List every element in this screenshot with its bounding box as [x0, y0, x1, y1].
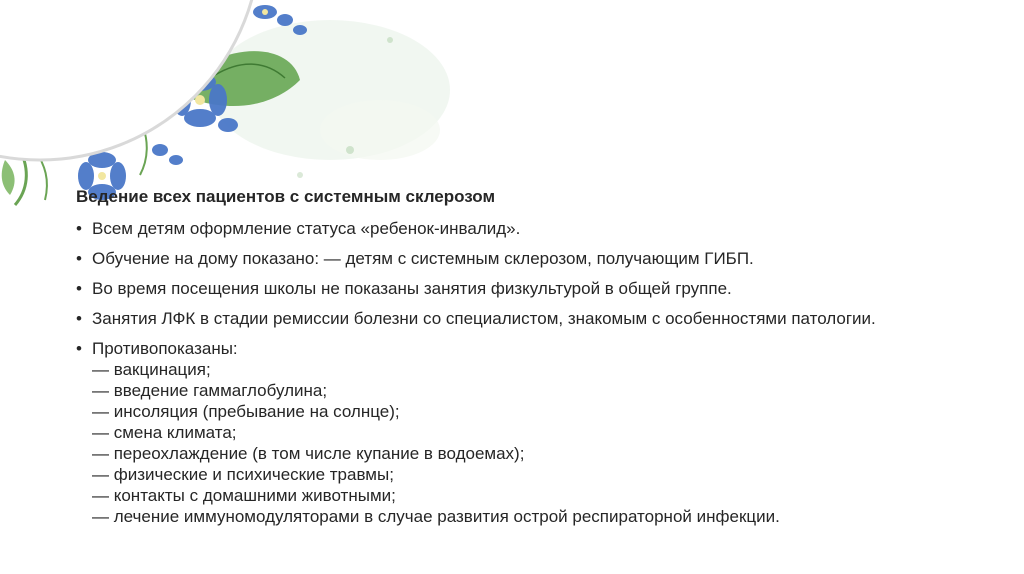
bullet-text: Занятия ЛФК в стадии ремиссии болезни со специалистом, знакомым с особенностями патологии.: [92, 309, 876, 328]
bullet-item: [76, 218, 976, 239]
bullet-text: Во время посещения школы не показаны занятия физкультурой в общей группе.: [92, 279, 732, 298]
bullet-text: Всем детям оформление статуса «ребенок-инвалид».: [92, 219, 521, 238]
bullet-item: [76, 308, 976, 329]
contraindication-item: — контакты с домашними животными;: [92, 486, 396, 505]
bullet-text: Обучение на дому показано: — детям с системным склерозом, получающим ГИБП.: [92, 249, 754, 268]
contraindication-item: — переохлаждение (в том числе купание в водоемах);: [92, 444, 525, 463]
bullet-marker: •: [76, 339, 82, 358]
contraindication-item: — лечение иммуномодуляторами в случае развития острой респираторной инфекции.: [92, 507, 780, 526]
slide-content: [76, 186, 976, 536]
contraindication-item: — смена климата;: [92, 423, 237, 442]
contraindication-item: — вакцинация;: [92, 360, 211, 379]
bullet-item-contraindications: [76, 338, 976, 527]
contraindication-item: — инсоляция (пребывание на солнце);: [92, 402, 400, 421]
slide-heading: Ведение всех пациентов с системным склерозом: [76, 187, 496, 206]
bullet-item: [76, 278, 976, 299]
contraindication-item: — физические и психические травмы;: [92, 465, 394, 484]
bullet-marker: •: [76, 219, 82, 238]
contraindications-list: [92, 359, 976, 527]
bullet-marker: •: [76, 309, 82, 328]
bullet-item: [76, 248, 976, 269]
bullet-marker: •: [76, 279, 82, 298]
bullet-list: [76, 218, 976, 527]
bullet-marker: •: [76, 249, 82, 268]
contraindication-item: — введение гаммаглобулина;: [92, 381, 328, 400]
contraindications-label: Противопоказаны:: [92, 339, 238, 358]
